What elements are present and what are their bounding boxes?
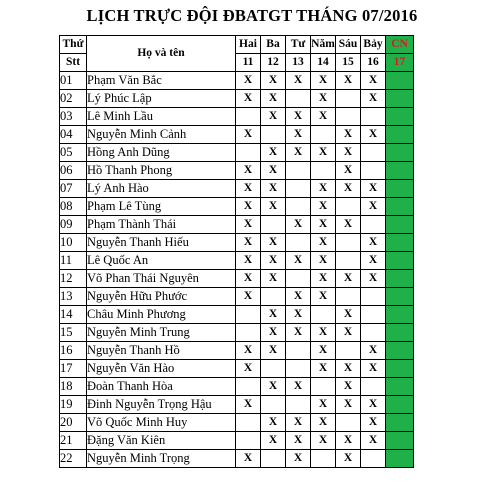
- duty-cell-ba: X: [261, 108, 286, 126]
- header-day-ba: Ba: [261, 36, 286, 54]
- duty-cell-nam: X: [311, 342, 336, 360]
- duty-cell-ba: X: [261, 414, 286, 432]
- header-date-11: 11: [236, 54, 261, 72]
- duty-cell-sau: [336, 198, 361, 216]
- duty-cell-cn: [386, 414, 414, 432]
- duty-cell-bay: X: [361, 180, 386, 198]
- row-name: Nguyễn Minh Trọng: [87, 450, 236, 468]
- duty-cell-bay: X: [361, 198, 386, 216]
- duty-cell-sau: X: [336, 144, 361, 162]
- duty-cell-bay: X: [361, 126, 386, 144]
- duty-cell-bay: X: [361, 396, 386, 414]
- row-stt: 20: [60, 414, 87, 432]
- row-stt: 09: [60, 216, 87, 234]
- table-row: [60, 144, 414, 162]
- duty-cell-sau: [336, 252, 361, 270]
- table-row: [60, 216, 414, 234]
- duty-cell-ba: X: [261, 144, 286, 162]
- duty-cell-hai: [236, 108, 261, 126]
- table-row: [60, 162, 414, 180]
- duty-cell-sau: [336, 234, 361, 252]
- duty-cell-cn: [386, 270, 414, 288]
- duty-cell-hai: X: [236, 234, 261, 252]
- duty-cell-ba: [261, 216, 286, 234]
- duty-cell-bay: [361, 324, 386, 342]
- duty-cell-cn: [386, 396, 414, 414]
- header-day-bay: Bảy: [361, 36, 386, 54]
- duty-cell-cn: [386, 198, 414, 216]
- duty-cell-tu: [286, 90, 311, 108]
- duty-cell-ba: X: [261, 378, 286, 396]
- duty-cell-nam: X: [311, 396, 336, 414]
- duty-cell-tu: [286, 360, 311, 378]
- duty-cell-cn: [386, 360, 414, 378]
- header-day-hai: Hai: [236, 36, 261, 54]
- duty-cell-bay: [361, 108, 386, 126]
- duty-cell-nam: X: [311, 72, 336, 90]
- duty-cell-nam: X: [311, 234, 336, 252]
- duty-cell-ba: [261, 288, 286, 306]
- duty-cell-bay: X: [361, 234, 386, 252]
- row-name: Phạm Thành Thái: [87, 216, 236, 234]
- duty-cell-hai: X: [236, 270, 261, 288]
- duty-cell-cn: [386, 144, 414, 162]
- duty-cell-ba: X: [261, 270, 286, 288]
- duty-cell-ba: X: [261, 252, 286, 270]
- duty-cell-cn: [386, 342, 414, 360]
- table-row: [60, 288, 414, 306]
- duty-cell-cn: [386, 234, 414, 252]
- duty-cell-nam: [311, 378, 336, 396]
- duty-cell-hai: X: [236, 180, 261, 198]
- duty-cell-sau: [336, 414, 361, 432]
- duty-cell-bay: [361, 306, 386, 324]
- row-stt: 21: [60, 432, 87, 450]
- duty-cell-tu: X: [286, 72, 311, 90]
- row-stt: 07: [60, 180, 87, 198]
- duty-cell-sau: X: [336, 180, 361, 198]
- duty-cell-bay: [361, 378, 386, 396]
- duty-cell-hai: X: [236, 90, 261, 108]
- row-stt: 12: [60, 270, 87, 288]
- row-name: Hồng Anh Dũng: [87, 144, 236, 162]
- duty-cell-sau: X: [336, 396, 361, 414]
- duty-cell-hai: [236, 432, 261, 450]
- duty-cell-tu: X: [286, 216, 311, 234]
- duty-cell-bay: [361, 288, 386, 306]
- duty-cell-sau: X: [336, 162, 361, 180]
- duty-cell-hai: [236, 306, 261, 324]
- header-row-days: [60, 36, 414, 54]
- row-name: Nguyễn Minh Cảnh: [87, 126, 236, 144]
- duty-cell-sau: X: [336, 360, 361, 378]
- duty-cell-nam: [311, 126, 336, 144]
- duty-cell-hai: X: [236, 198, 261, 216]
- duty-cell-cn: [386, 180, 414, 198]
- duty-cell-tu: X: [286, 414, 311, 432]
- header-name: Họ và tên: [87, 36, 236, 72]
- duty-cell-nam: [311, 306, 336, 324]
- duty-cell-sau: X: [336, 306, 361, 324]
- table-row: [60, 72, 414, 90]
- header-date-17: 17: [386, 54, 414, 72]
- duty-cell-tu: [286, 270, 311, 288]
- row-name: Lý Phúc Lập: [87, 90, 236, 108]
- table-row: [60, 234, 414, 252]
- table-row: [60, 360, 414, 378]
- duty-cell-bay: [361, 216, 386, 234]
- header-day-sau: Sáu: [336, 36, 361, 54]
- duty-cell-nam: X: [311, 90, 336, 108]
- row-stt: 08: [60, 198, 87, 216]
- duty-cell-hai: X: [236, 72, 261, 90]
- row-stt: 17: [60, 360, 87, 378]
- duty-cell-tu: X: [286, 288, 311, 306]
- duty-cell-cn: [386, 306, 414, 324]
- duty-cell-nam: X: [311, 198, 336, 216]
- duty-cell-tu: X: [286, 324, 311, 342]
- row-stt: 01: [60, 72, 87, 90]
- duty-cell-ba: X: [261, 306, 286, 324]
- header-thu: Thứ: [60, 36, 87, 54]
- duty-cell-nam: X: [311, 108, 336, 126]
- row-stt: 10: [60, 234, 87, 252]
- row-stt: 15: [60, 324, 87, 342]
- duty-cell-cn: [386, 72, 414, 90]
- header-day-cn: CN: [386, 36, 414, 54]
- duty-cell-nam: X: [311, 180, 336, 198]
- duty-cell-hai: X: [236, 360, 261, 378]
- row-stt: 16: [60, 342, 87, 360]
- table-row: [60, 342, 414, 360]
- duty-cell-tu: [286, 396, 311, 414]
- table-row: [60, 270, 414, 288]
- duty-cell-hai: [236, 414, 261, 432]
- table-row: [60, 126, 414, 144]
- duty-cell-tu: [286, 198, 311, 216]
- duty-cell-hai: [236, 378, 261, 396]
- row-name: Nguyễn Hữu Phước: [87, 288, 236, 306]
- header-date-14: 14: [311, 54, 336, 72]
- header-date-12: 12: [261, 54, 286, 72]
- duty-cell-cn: [386, 378, 414, 396]
- row-name: Đoàn Thanh Hòa: [87, 378, 236, 396]
- duty-cell-bay: [361, 162, 386, 180]
- duty-cell-ba: X: [261, 198, 286, 216]
- row-name: Nguyễn Thanh Hồ: [87, 342, 236, 360]
- row-stt: 19: [60, 396, 87, 414]
- row-name: Võ Phan Thái Nguyên: [87, 270, 236, 288]
- roster-body: [60, 72, 414, 468]
- duty-cell-cn: [386, 126, 414, 144]
- duty-cell-nam: X: [311, 216, 336, 234]
- duty-cell-bay: X: [361, 90, 386, 108]
- duty-cell-sau: X: [336, 450, 361, 468]
- duty-cell-ba: [261, 450, 286, 468]
- row-name: Đặng Văn Kiên: [87, 432, 236, 450]
- table-row: [60, 90, 414, 108]
- duty-cell-tu: X: [286, 126, 311, 144]
- table-row: [60, 450, 414, 468]
- duty-cell-ba: [261, 360, 286, 378]
- row-stt: 02: [60, 90, 87, 108]
- duty-cell-nam: X: [311, 270, 336, 288]
- duty-cell-hai: X: [236, 126, 261, 144]
- duty-cell-cn: [386, 216, 414, 234]
- row-stt: 05: [60, 144, 87, 162]
- table-row: [60, 108, 414, 126]
- duty-cell-cn: [386, 324, 414, 342]
- row-name: Đinh Nguyễn Trọng Hậu: [87, 396, 236, 414]
- duty-cell-sau: X: [336, 270, 361, 288]
- duty-cell-nam: X: [311, 288, 336, 306]
- duty-cell-ba: X: [261, 180, 286, 198]
- duty-cell-ba: X: [261, 234, 286, 252]
- duty-cell-cn: [386, 108, 414, 126]
- duty-cell-hai: X: [236, 288, 261, 306]
- duty-cell-nam: X: [311, 324, 336, 342]
- duty-cell-sau: X: [336, 324, 361, 342]
- duty-cell-bay: [361, 450, 386, 468]
- row-stt: 11: [60, 252, 87, 270]
- row-name: Nguyễn Minh Trung: [87, 324, 236, 342]
- duty-cell-sau: [336, 342, 361, 360]
- duty-cell-ba: X: [261, 72, 286, 90]
- duty-cell-cn: [386, 90, 414, 108]
- row-name: Lê Minh Lầu: [87, 108, 236, 126]
- duty-cell-sau: [336, 288, 361, 306]
- row-stt: 13: [60, 288, 87, 306]
- duty-cell-hai: [236, 144, 261, 162]
- row-stt: 04: [60, 126, 87, 144]
- row-name: Nguyễn Thanh Hiếu: [87, 234, 236, 252]
- duty-cell-ba: [261, 396, 286, 414]
- table-row: [60, 414, 414, 432]
- duty-cell-cn: [386, 432, 414, 450]
- duty-cell-hai: X: [236, 162, 261, 180]
- row-name: Lê Quốc An: [87, 252, 236, 270]
- duty-roster-table: [59, 35, 414, 468]
- table-row: [60, 432, 414, 450]
- duty-cell-sau: X: [336, 432, 361, 450]
- header-stt: Stt: [60, 54, 87, 72]
- duty-cell-ba: X: [261, 324, 286, 342]
- table-row: [60, 306, 414, 324]
- row-name: Nguyễn Văn Hào: [87, 360, 236, 378]
- duty-cell-bay: X: [361, 342, 386, 360]
- duty-cell-tu: X: [286, 252, 311, 270]
- row-name: Châu Minh Phương: [87, 306, 236, 324]
- header-date-15: 15: [336, 54, 361, 72]
- duty-cell-bay: X: [361, 252, 386, 270]
- duty-cell-tu: [286, 342, 311, 360]
- duty-cell-hai: X: [236, 216, 261, 234]
- duty-cell-bay: [361, 144, 386, 162]
- table-row: [60, 198, 414, 216]
- duty-cell-hai: [236, 324, 261, 342]
- duty-cell-tu: [286, 162, 311, 180]
- duty-cell-bay: X: [361, 414, 386, 432]
- duty-cell-ba: X: [261, 342, 286, 360]
- duty-cell-hai: X: [236, 252, 261, 270]
- duty-cell-cn: [386, 288, 414, 306]
- header-date-13: 13: [286, 54, 311, 72]
- duty-cell-bay: X: [361, 432, 386, 450]
- duty-cell-nam: [311, 162, 336, 180]
- row-stt: 14: [60, 306, 87, 324]
- table-row: [60, 180, 414, 198]
- duty-cell-sau: [336, 108, 361, 126]
- row-name: Phạm Văn Bắc: [87, 72, 236, 90]
- header-day-nam: Năm: [311, 36, 336, 54]
- duty-cell-nam: X: [311, 414, 336, 432]
- header-day-tu: Tư: [286, 36, 311, 54]
- duty-cell-ba: X: [261, 90, 286, 108]
- duty-cell-hai: X: [236, 450, 261, 468]
- duty-cell-bay: X: [361, 270, 386, 288]
- row-name: Phạm Lê Tùng: [87, 198, 236, 216]
- duty-cell-nam: X: [311, 360, 336, 378]
- duty-cell-bay: X: [361, 360, 386, 378]
- duty-cell-tu: X: [286, 306, 311, 324]
- duty-cell-hai: X: [236, 396, 261, 414]
- table-row: [60, 378, 414, 396]
- duty-cell-cn: [386, 252, 414, 270]
- duty-cell-nam: X: [311, 144, 336, 162]
- duty-cell-cn: [386, 450, 414, 468]
- duty-cell-ba: X: [261, 162, 286, 180]
- table-row: [60, 324, 414, 342]
- duty-cell-bay: X: [361, 72, 386, 90]
- table-row: [60, 252, 414, 270]
- duty-cell-tu: X: [286, 450, 311, 468]
- row-stt: 22: [60, 450, 87, 468]
- duty-cell-tu: [286, 180, 311, 198]
- duty-cell-sau: X: [336, 216, 361, 234]
- duty-cell-sau: X: [336, 126, 361, 144]
- duty-cell-hai: X: [236, 342, 261, 360]
- duty-cell-tu: X: [286, 144, 311, 162]
- duty-cell-nam: [311, 450, 336, 468]
- duty-cell-ba: X: [261, 432, 286, 450]
- duty-cell-tu: X: [286, 108, 311, 126]
- duty-cell-nam: X: [311, 432, 336, 450]
- duty-cell-sau: X: [336, 72, 361, 90]
- row-stt: 18: [60, 378, 87, 396]
- duty-cell-tu: X: [286, 378, 311, 396]
- header-date-16: 16: [361, 54, 386, 72]
- duty-cell-tu: [286, 234, 311, 252]
- row-name: Hồ Thanh Phong: [87, 162, 236, 180]
- row-name: Lý Anh Hào: [87, 180, 236, 198]
- duty-cell-sau: X: [336, 378, 361, 396]
- page-title: LỊCH TRỰC ĐỘI ĐBATGT THÁNG 07/2016: [86, 6, 418, 25]
- row-name: Võ Quốc Minh Huy: [87, 414, 236, 432]
- table-row: [60, 396, 414, 414]
- duty-cell-tu: X: [286, 432, 311, 450]
- duty-cell-ba: [261, 126, 286, 144]
- row-stt: 03: [60, 108, 87, 126]
- duty-cell-cn: [386, 162, 414, 180]
- duty-cell-sau: [336, 90, 361, 108]
- duty-cell-nam: X: [311, 252, 336, 270]
- row-stt: 06: [60, 162, 87, 180]
